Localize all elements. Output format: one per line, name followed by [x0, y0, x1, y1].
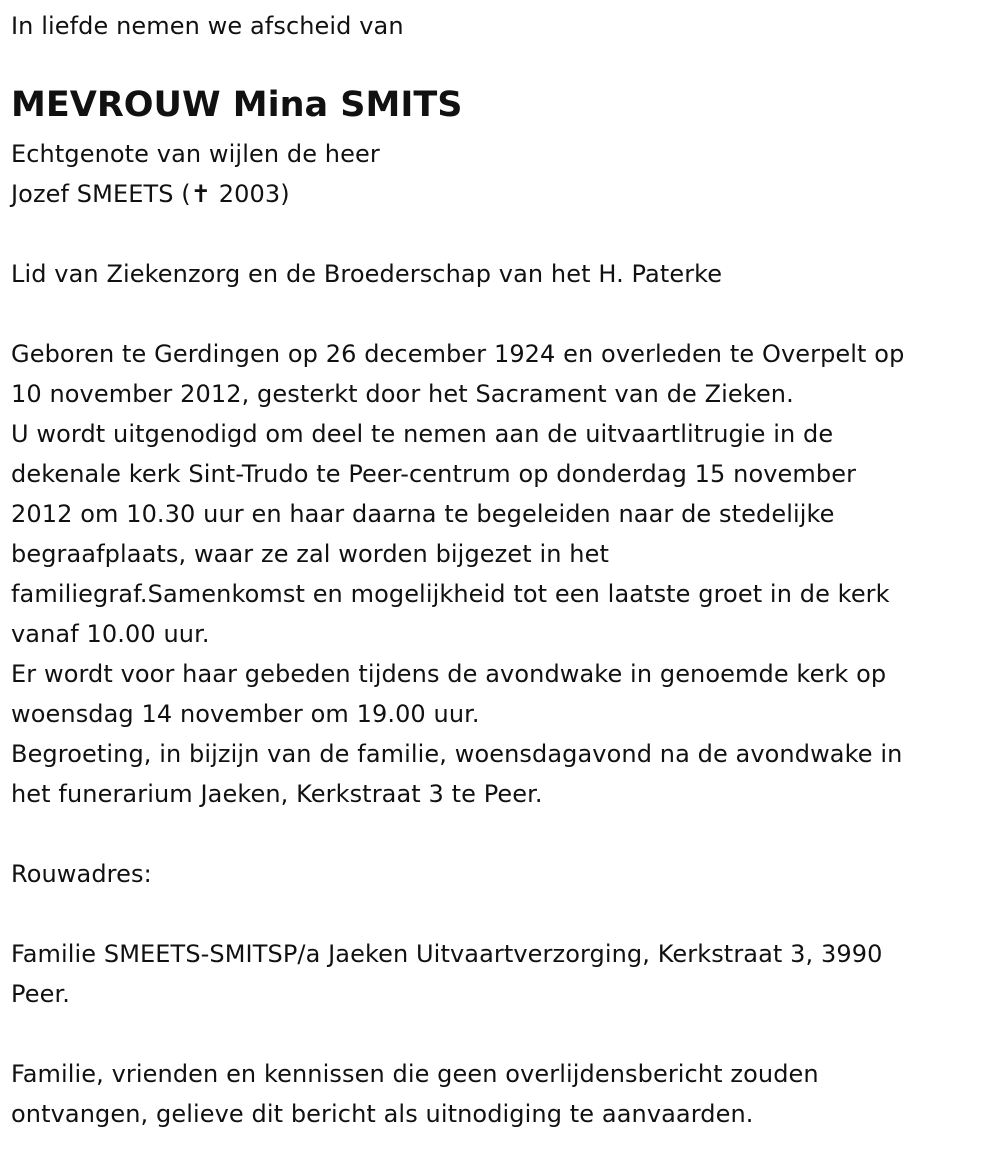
details-line: Begroeting, in bijzijn van de familie, woensdagavond na de avondwake in	[11, 740, 903, 768]
address-label-text: Rouwadres:	[11, 860, 152, 888]
details-line: dekenale kerk Sint-Trudo te Peer-centrum op donderdag 15 november	[11, 460, 857, 488]
closing	[11, 1054, 819, 1134]
details-line: vanaf 10.00 uur.	[11, 620, 210, 648]
closing-line: Familie, vrienden en kennissen die geen overlijdensbericht zouden	[11, 1060, 819, 1088]
address-label	[11, 854, 152, 894]
details	[11, 334, 904, 814]
closing-line: ontvangen, gelieve dit bericht als uitnodiging te aanvaarden.	[11, 1100, 754, 1128]
details-line: het funerarium Jaeken, Kerkstraat 3 te Peer.	[11, 780, 543, 808]
details-line: familiegraf.Samenkomst en mogelijkheid tot een laatste groet in de kerk	[11, 580, 890, 608]
intro-text: In liefde nemen we afscheid van	[11, 12, 404, 40]
membership	[11, 254, 722, 294]
details-line: U wordt uitgenodigd om deel te nemen aan de uitvaartlitrugie in de	[11, 420, 834, 448]
address	[11, 934, 882, 1014]
address-line: Peer.	[11, 980, 70, 1008]
details-line: 2012 om 10.30 uur en haar daarna te begeleiden naar de stedelijke	[11, 500, 835, 528]
details-line: begraafplaats, waar ze zal worden bijgezet in het	[11, 540, 609, 568]
spouse-name: Jozef SMEETS (	[11, 180, 191, 208]
deceased-name: MEVROUW Mina SMITS	[11, 85, 463, 125]
details-line: Geboren te Gerdingen op 26 december 1924 en overleden te Overpelt op	[11, 340, 905, 368]
details-line: Er wordt voor haar gebeden tijdens de avondwake in genoemde kerk op	[11, 660, 887, 688]
details-line: 10 november 2012, gesterkt door het Sacrament van de Zieken.	[11, 380, 794, 408]
address-line: Familie SMEETS-SMITSP/a Jaeken Uitvaartverzorging, Kerkstraat 3, 3990	[11, 940, 883, 968]
spouse-info	[11, 134, 380, 214]
spouse-line: Echtgenote van wijlen de heer	[11, 140, 380, 168]
cross-icon: ✝	[190, 180, 211, 208]
spouse-death-year: 2003)	[210, 180, 290, 208]
membership-text: Lid van Ziekenzorg en de Broederschap van het H. Paterke	[11, 260, 723, 288]
spouse-name-line	[11, 174, 380, 214]
details-line: woensdag 14 november om 19.00 uur.	[11, 700, 480, 728]
